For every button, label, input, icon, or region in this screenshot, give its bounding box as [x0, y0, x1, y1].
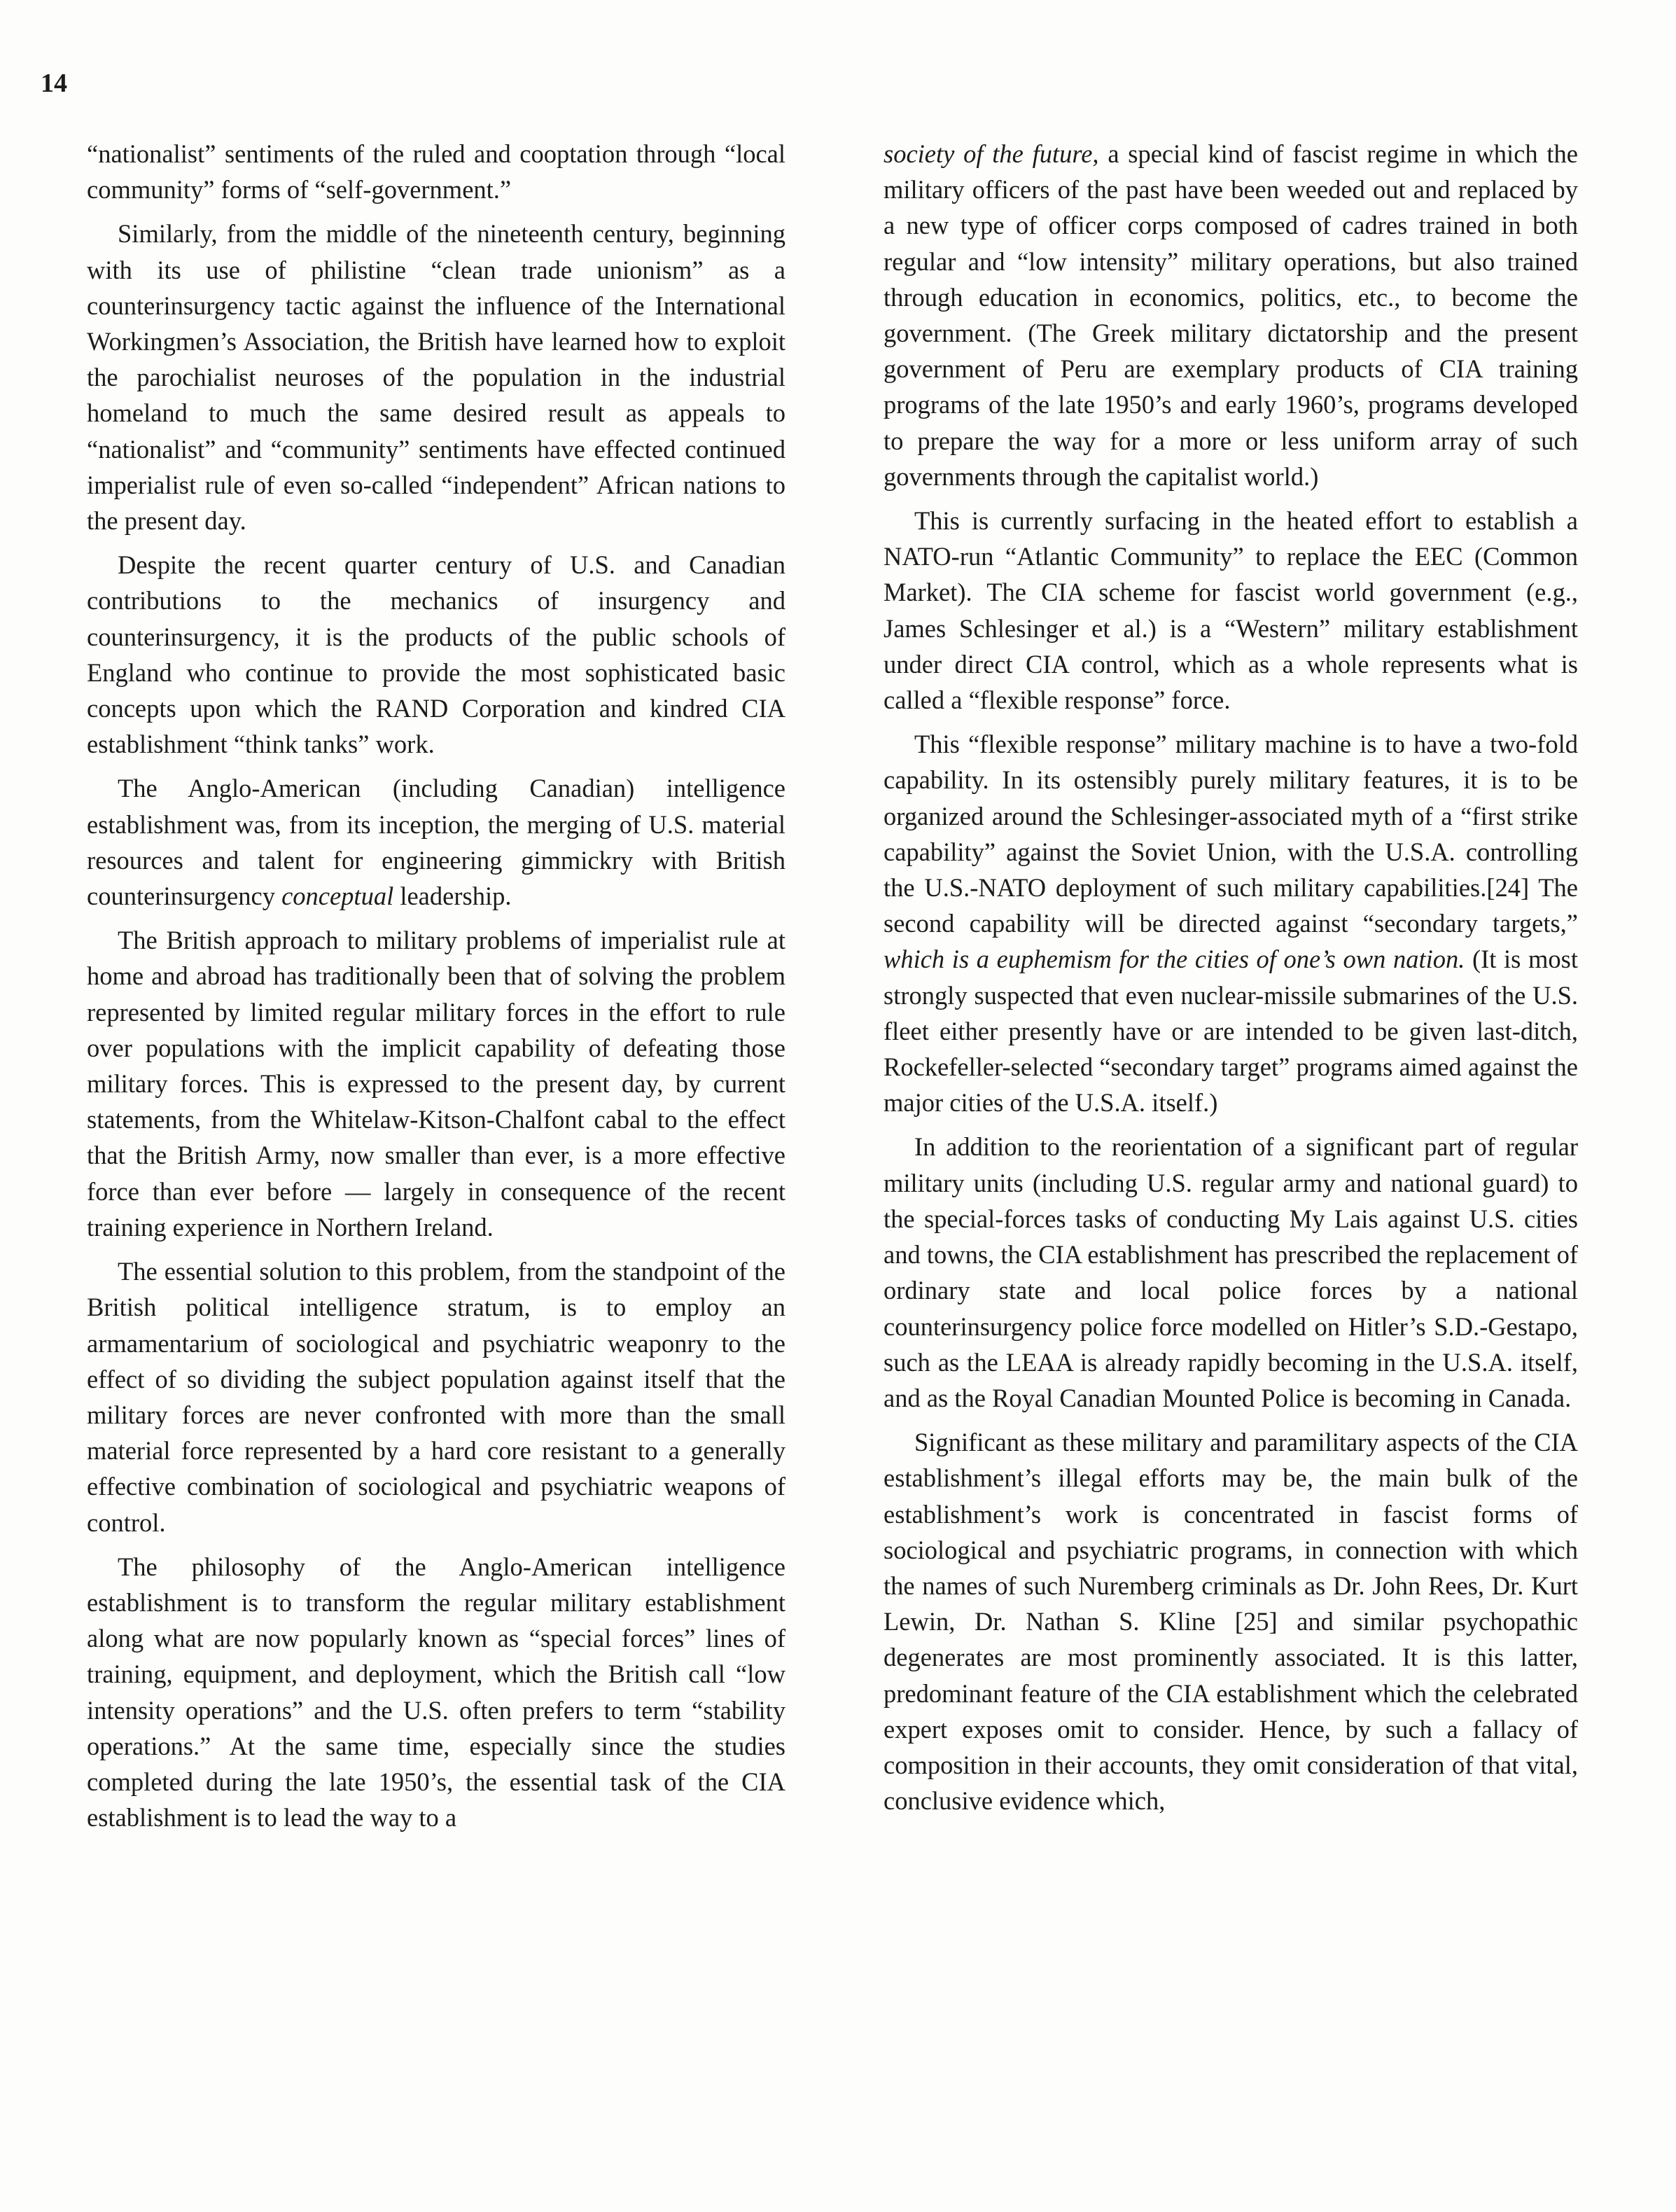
- paragraph: [884, 1129, 1578, 1416]
- right-column: [884, 136, 1578, 1827]
- paragraph: [884, 1424, 1578, 1818]
- italic-text: which is a euphemism for the cities of one’s own nation.: [884, 945, 1465, 974]
- italic-text: society of the future,: [884, 139, 1099, 168]
- paragraph: [87, 136, 785, 207]
- paragraph: [884, 503, 1578, 718]
- paragraph: [884, 726, 1578, 1120]
- left-column: [87, 136, 785, 1844]
- paragraph: [87, 216, 785, 538]
- text-run: The philosophy of the Anglo-American intelligence establishment is to transform the regular military establishment along what are now popularly known as “special forces” lines of training, equipment, and deployment, which the British call “low intensity operations” and the U.S. often prefers to term “stability operations.” At the same time, especially since the studies completed during the late 1950’s, the essential task of the CIA establishment is to lead the way to a: [87, 1552, 785, 1832]
- paragraph: [87, 922, 785, 1245]
- text-run: In addition to the reorientation of a significant part of regular military units (including U.S. regular army and national guard) to the special-forces tasks of conducting My Lais against U.S. cities and towns, the CIA establishment has prescribed the replacement of ordinary state and local police forces by a national counterinsurgency police force modelled on Hitler’s S.D.-Gestapo, such as the LEAA is already rapidly becoming in the U.S.A. itself, and as the Royal Canadian Mounted Police is becoming in Canada.: [884, 1132, 1578, 1412]
- text-run: This “flexible response” military machine is to have a two-fold capability. In its ostensibly purely military features, it is to be organized around the Schlesinger-associated myth of a “first strike capability” against the Soviet Union, with the U.S.A. controlling the U.S.-NATO deployment of such military capabilities.[24] The second capability will be directed against “secondary targets,”: [884, 730, 1578, 938]
- paragraph: [87, 1549, 785, 1836]
- text-run: “nationalist” sentiments of the ruled and cooptation through “local community” forms of “self-government.”: [87, 139, 785, 204]
- text-run: Despite the recent quarter century of U.S. and Canadian contributions to the mechanics of insurgency and counterinsurgency, it is the products of the public schools of England who continue to provide the most sophisticated basic concepts upon which the RAND Corporation and kindred CIA establishment “think tanks” work.: [87, 550, 785, 759]
- text-run: (It is most strongly suspected that even nuclear-missile submarines of the U.S. fleet either presently have or are intended to be given last-ditch, Rockefeller-selected “secondary target” programs aimed against the major cities of the U.S.A. itself.): [884, 945, 1578, 1118]
- page-number: 14: [41, 69, 67, 98]
- paragraph: [87, 547, 785, 762]
- text-run: Similarly, from the middle of the nineteenth century, beginning with its use of philistine “clean trade unionism” as a counterinsurgency tactic against the influence of the International Workingmen’s Association, the British have learned how to exploit the parochialist neuroses of the population in the industrial homeland to much the same desired result as appeals to “nationalist” and “community” sentiments have effected continued imperialist rule of even so-called “independent” African nations to the present day.: [87, 219, 785, 536]
- paragraph: [87, 770, 785, 914]
- text-run: Significant as these military and paramilitary aspects of the CIA establishment’s illegal efforts may be, the main bulk of the establishment’s work is concentrated in fascist forms of sociological and psychiatric programs, in connection with which the names of such Nuremberg criminals as Dr. John Rees, Dr. Kurt Lewin, Dr. Nathan S. Kline [25] and similar psychopathic degenerates are most prominently associated. It is this latter, predominant feature of the CIA establishment which the celebrated expert exposes omit to consider. Hence, by such a fallacy of composition in their accounts, they omit consideration of that vital, conclusive evidence which,: [884, 1428, 1578, 1816]
- paragraph: [884, 136, 1578, 494]
- text-run: The British approach to military problems of imperialist rule at home and abroad has traditionally been that of solving the problem represented by limited regular military forces in the effort to rule over populations with the implicit capability of defeating those military forces. This is expressed to the present day, by current statements, from the Whitelaw-Kitson-Chalfont cabal to the effect that the British Army, now smaller than ever, is a more effective force than ever before — largely in consequence of the recent training experience in Northern Ireland.: [87, 926, 785, 1241]
- text-run: a special kind of fascist regime in which the military officers of the past have been weeded out and replaced by a new type of officer corps composed of cadres trained in both regular and “low intensity” military operations, but also trained through education in economics, politics, etc., to become the government. (The Greek military dictatorship and the present government of Peru are exemplary products of CIA training programs of the late 1950’s and early 1960’s, programs developed to prepare the way for a more or less uniform array of such governments through the capitalist world.): [884, 139, 1578, 491]
- text-run: The essential solution to this problem, from the standpoint of the British political intelligence stratum, is to employ an armamentarium of sociological and psychiatric weaponry to the effect of so dividing the subject population against itself that the military forces are never confronted with more than the small material force represented by a hard core resistant to a generally effective combination of sociological and psychiatric weapons of control.: [87, 1257, 785, 1537]
- text-run: leadership.: [393, 882, 512, 911]
- text-run: The Anglo-American (including Canadian) intelligence establishment was, from its inception, the merging of U.S. material resources and talent for engineering gimmickry with British counterinsurgency: [87, 774, 785, 911]
- paragraph: [87, 1253, 785, 1540]
- text-run: This is currently surfacing in the heated effort to establish a NATO-run “Atlantic Community” to replace the EEC (Common Market). The CIA scheme for fascist world government (e.g., James Schlesinger et al.) is a “Western” military establishment under direct CIA control, which as a whole represents what is called a “flexible response” force.: [884, 506, 1578, 715]
- italic-text: conceptual: [281, 882, 394, 911]
